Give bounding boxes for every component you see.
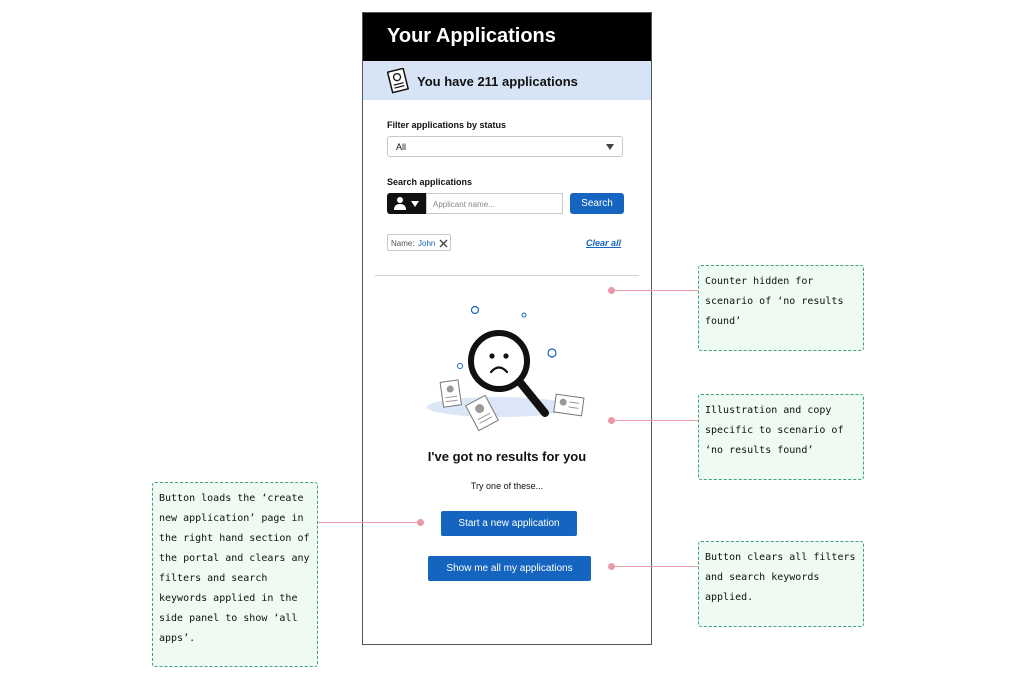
application-document-icon <box>387 68 409 94</box>
applicant-name-input[interactable] <box>426 193 563 214</box>
annotation-leader <box>318 522 419 523</box>
annotation-counter-hidden: Counter hidden for scenario of ‘no results found’ <box>698 265 864 351</box>
search-button[interactable]: Search <box>570 193 624 214</box>
search-type-dropdown[interactable] <box>387 193 426 214</box>
chip-key: Name: <box>391 239 415 248</box>
status-filter-select[interactable] <box>387 136 623 157</box>
annotation-marker <box>417 519 424 526</box>
applications-panel <box>362 12 652 645</box>
no-results-subtitle: Try one of these... <box>470 481 544 491</box>
search-label: Search applications <box>387 177 473 187</box>
page-title: Your Applications <box>387 25 556 47</box>
annotation-marker <box>608 417 615 424</box>
annotation-leader <box>615 420 698 421</box>
person-icon <box>393 196 407 210</box>
clear-all-link[interactable]: Clear all <box>586 238 622 248</box>
annotation-marker <box>608 287 615 294</box>
chevron-down-icon <box>606 144 614 150</box>
annotation-start-button: Button loads the ‘create new application’ page in the right hand section of the portal and clears any filters and search keywords applied in the side panel to show ‘all apps’. <box>152 482 318 667</box>
start-new-application-button[interactable]: Start a new application <box>441 511 577 536</box>
close-icon[interactable] <box>439 239 448 248</box>
filter-label: Filter applications by status <box>387 120 507 130</box>
annotation-illustration-copy: Illustration and copy specific to scenario of ‘no results found’ <box>698 394 864 480</box>
divider <box>375 275 639 276</box>
annotation-leader <box>615 290 698 291</box>
caret-down-icon <box>411 201 419 207</box>
applicant-name-placeholder: Applicant name... <box>433 200 495 209</box>
no-results-illustration <box>421 301 591 441</box>
filter-chip <box>387 234 451 251</box>
counter-text: You have 211 applications <box>417 74 578 89</box>
applications-counter <box>363 61 651 100</box>
panel-header <box>363 13 651 61</box>
chip-value: John <box>418 239 436 248</box>
annotation-marker <box>608 563 615 570</box>
no-results-title: I've got no results for you <box>427 449 587 464</box>
status-filter-value: All <box>396 142 407 152</box>
show-all-applications-button[interactable]: Show me all my applications <box>428 556 591 581</box>
search-row <box>387 193 624 214</box>
annotation-show-all-button: Button clears all filters and search keywords applied. <box>698 541 864 627</box>
annotation-leader <box>615 566 698 567</box>
